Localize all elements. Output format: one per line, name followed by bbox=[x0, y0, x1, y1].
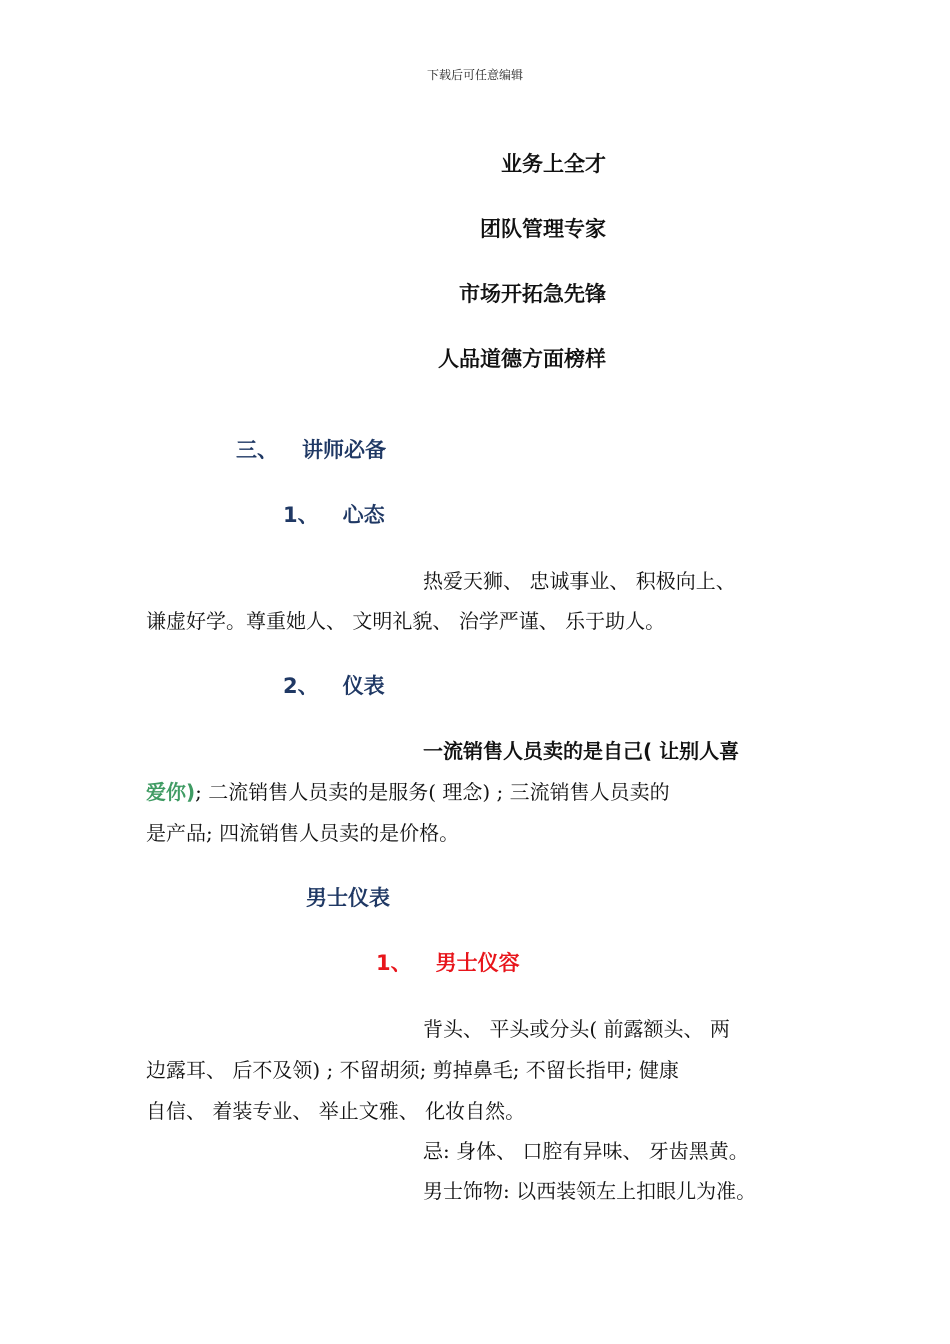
grooming-line-5: 男士饰物: 以西装领左上扣眼儿为准。 bbox=[423, 1179, 757, 1203]
item-mindset-heading bbox=[283, 499, 385, 529]
item-mindset-title: 心态 bbox=[342, 503, 385, 527]
mindset-line-1: 热爱天狮、 忠诚事业、 积极向上、 bbox=[423, 569, 736, 593]
appearance-highlight-line-2: 爱你) bbox=[146, 780, 196, 804]
grooming-line-1: 背头、 平头或分头( 前露额头、 两 bbox=[423, 1017, 730, 1041]
item-appearance-number: 2、 bbox=[283, 674, 319, 698]
item-mindset-number: 1、 bbox=[283, 503, 319, 527]
role-line-2: 团队管理专家 bbox=[480, 217, 606, 241]
grooming-line-2: 边露耳、 后不及领) ; 不留胡须; 剪掉鼻毛; 不留长指甲; 健康 bbox=[146, 1058, 679, 1082]
item-appearance-heading bbox=[283, 670, 385, 700]
item-grooming-title: 男士仪容 bbox=[435, 951, 520, 975]
grooming-line-4: 忌: 身体、 口腔有异味、 牙齿黑黄。 bbox=[423, 1139, 749, 1163]
section-three-number: 三、 bbox=[236, 438, 278, 462]
mindset-line-2: 谦虚好学。尊重她人、 文明礼貌、 治学严谨、 乐于助人。 bbox=[146, 609, 666, 633]
appearance-line-2 bbox=[146, 776, 806, 805]
section-three-title: 讲师必备 bbox=[302, 438, 386, 462]
role-line-3: 市场开拓急先锋 bbox=[459, 282, 606, 306]
role-line-1: 业务上全才 bbox=[501, 152, 606, 176]
appearance-line-2-rest: ; 二流销售人员卖的是服务( 理念) ; 三流销售人员卖的 bbox=[195, 780, 670, 804]
appearance-line-3: 是产品; 四流销售人员卖的是价格。 bbox=[146, 821, 460, 845]
grooming-line-3: 自信、 着装专业、 举止文雅、 化妆自然。 bbox=[146, 1099, 526, 1123]
role-line-4: 人品道德方面榜样 bbox=[438, 347, 606, 371]
header-note: 下载后可任意编辑 bbox=[426, 68, 523, 82]
mens-appearance-title: 男士仪表 bbox=[306, 886, 390, 910]
item-grooming-number: 1、 bbox=[376, 951, 412, 975]
appearance-highlight-line-1: 一流销售人员卖的是自己( 让别人喜 bbox=[423, 739, 740, 763]
item-appearance-title: 仪表 bbox=[342, 674, 385, 698]
section-three-heading bbox=[236, 434, 386, 464]
item-grooming-heading bbox=[376, 947, 520, 977]
